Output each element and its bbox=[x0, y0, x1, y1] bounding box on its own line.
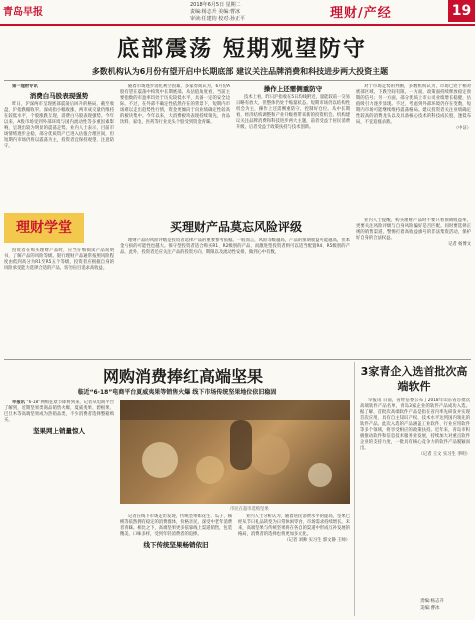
nuts-column-2 bbox=[120, 514, 232, 616]
column-mid-paragraph: 理财产品的风险评级是投资者选择产品的重要参考依据。一般而言，风险等级越高，产品的预期收益可能越高，但本金亏损的可能性也越大。保守型投资者适合购买R1、R2级别的产品，而激进型投资者则可以适当配置R4、R5级别的产品。此外，投资者还应关注产品的投资方向、期限以及流动性安排，做到心中有数。 bbox=[120, 238, 350, 255]
nuts-column-1 bbox=[4, 400, 114, 616]
proof-line: 审读:任建钧 校对:孙正平 bbox=[190, 16, 245, 22]
lead-column-1 bbox=[4, 84, 114, 208]
column-mid-text bbox=[120, 238, 350, 356]
nuts-photo bbox=[120, 400, 350, 504]
column-right-paragraph: 业内人士提醒，购买理财产品时不要只看预期收益率，更要关注风险评级与自身风险偏好是否匹配。同时要选择正规的销售渠道，警惕打着高收益旗号的非法集资活动，保护好自身的合法权益。 bbox=[356, 218, 471, 241]
column-headline: 买理财产品莫忘风险评级 bbox=[169, 220, 302, 234]
lead-col2-text: 随着市场逐步消化利空因素，多家券商认为，6月份A股有望在震荡中构筑中长期底部。从估值角度看，当前主要指数的市盈率均处于历史较低水平，具备一定的安全边际。不过，在外部不确定性依然存在的背景下，短期内市场难以走出趋势性行情，资金更倾向于向业绩确定性较高的板块集中。今年以来，大消费板块表现持续领先，食品饮料、家电、医药等行业龙头个股受到资金青睐。 bbox=[120, 84, 230, 125]
date-line: 2018年6月5日 星期二 bbox=[190, 2, 241, 8]
lead-col1-heading: 消费白马股表现强势 bbox=[29, 92, 89, 100]
lead-subheadline: 多数机构认为6月份有望开启中长期底部 建议关注品牌消费和科技进步两大投资主题 bbox=[91, 67, 389, 76]
lead-col1-text: 昨日，沪深两市呈现底部震荡后回升的格局，截至收盘，沪指跌幅收窄，深成指小幅收涨，两市成交量仍维持在较低水平，个股涨跌互现，消费白马股表现强势。今年以来，A股市场受到外部环境与国内流动性等多重因素影响，呈现出较为明显的震荡走势。业内人士表示，目前市场情绪逐步企稳，部分优质资产已进入估值合理区间，但短期内市场仍将以震荡为主，投资者宜保持观望、注意防守。 bbox=[4, 102, 114, 149]
sidebar-paragraph: 早报讯 日前，省经信委公布了2018年山东省首批次高端软件产品名单，青岛3家企业的软件产品成功入选。据了解，首批次高端软件产品是指在省内率先研发并实现首次应用、具有自主知识产权、技术水平达到国内领先的软件产品。此次入选的产品涵盖工业软件、行业应用软件等多个领域，将享受相应的政策扶持。近年来，青岛市积极推动软件和信息技术服务业发展，持续加大对重点软件企业的支持力度，一批具有核心竞争力的软件产品脱颖而出。 bbox=[360, 398, 470, 451]
nuts-col1-heading: 坚果网上销量惊人 bbox=[33, 427, 85, 435]
footer-designer: 美编:曹冰 bbox=[420, 606, 440, 611]
column-right-text bbox=[356, 218, 471, 356]
lead-rule bbox=[4, 80, 471, 81]
lead-col3-text: 技术上看，昨日沪指收在5日均线附近，量能较前一交易日略有放大，但整体仍处于缩量状态。短期市场仍以结构性机会为主，操作上还需侧重防守，控制好仓位。从中长期看，经济结构调整和产业升级将带来新的投资机会。机构建议关注品牌消费和科技进步两大主题，前者受益于居民消费升级，后者受益于政策扶持与技术创新。 bbox=[236, 95, 350, 130]
lead-headline: 底部震荡 短期观望防守 bbox=[117, 37, 367, 62]
lead-kicker: 第一理财专讯 bbox=[12, 84, 38, 89]
lead-column-2 bbox=[120, 84, 230, 208]
footer-credits bbox=[420, 598, 444, 612]
column-byline: 记者 杨博文 bbox=[448, 242, 471, 247]
nuts-headline: 网购消费捧红高端坚果 bbox=[102, 367, 263, 386]
sidebar-text bbox=[360, 398, 470, 584]
section-title: 理财/产经 bbox=[330, 6, 392, 21]
sidebar-headline: 3家青企入选首批次高端软件 bbox=[360, 365, 468, 393]
header-rule bbox=[0, 24, 475, 26]
nuts-column-3 bbox=[238, 514, 350, 616]
section-rule bbox=[4, 359, 471, 360]
nuts-col2-heading: 线下传统坚果畅销依旧 bbox=[143, 541, 209, 549]
lead-col4-text: 对于市场走势的判断，多数机构认为，市场已处于相对底部区域，下跌空间有限。一方面，政策面持续释放稳定预期的信号；另一方面，部分优质上市公司业绩增长稳健，估值吸引力逐步显现。不过，考虑到外部环境仍存在变数，短期内市场可能继续维持震荡格局。建议投资者关注业绩确定性较高的消费龙头以及具备核心技术的科技成长股，逢低布局，不宜追涨杀跌。 bbox=[356, 84, 471, 125]
page-number: 19 bbox=[448, 0, 475, 22]
newspaper-logo: 青岛早报 bbox=[3, 7, 43, 18]
nuts-col1-text: “6·18”网购狂欢节即将到来，记者从电商平台了解到，近期坚果类商品销售火爆，夏威夷果、碧根果、巴旦木等高端坚果成为热销品类，不少消费者选择整箱购买。 bbox=[4, 400, 114, 423]
sidebar-byline: （记者 王文 实习生 李明） bbox=[418, 452, 470, 457]
footer-editor: 责编:杨志升 bbox=[420, 599, 445, 604]
lead-column-4 bbox=[356, 84, 471, 208]
nuts-photo-illustration bbox=[120, 400, 350, 504]
lead-col3-heading: 操作上还需侧重防守 bbox=[263, 85, 323, 93]
column-left-text bbox=[4, 248, 114, 356]
editor-line: 责编:杨志升 美编:曹冰 bbox=[190, 9, 240, 15]
nuts-col3-text: 业内人士分析认为，随着居民消费水平的提高，坚果已经从节日礼品转变为日常休闲零食，市场需求持续增长。未来，高端坚果与传统坚果将在各自的渠道中形成互补发展的格局，消费者的选择也将更加多元化。 bbox=[238, 514, 350, 537]
header-meta bbox=[190, 2, 245, 23]
column-banner: 理财学堂 bbox=[4, 213, 84, 243]
nuts-subheadline: 临近“6·18”电商平台夏威夷果等销售火爆 线下市场传统坚果地位依旧稳固 bbox=[77, 389, 277, 396]
column-left-paragraph: 投资者在购买理财产品时，应当仔细阅读产品说明书，了解产品的风险等级。银行理财产品通常按照风险程度由低到高分为R1至R5五个等级，投资者应根据自身的风险承受能力选择合适的产品，切勿盲目追求高收益。 bbox=[4, 248, 114, 271]
nuts-col2-text: 记者在线下市场走访发现，传统坚果如花生、瓜子、核桃等依然拥有稳定的消费群体，价格亲民，深受中老年消费者青睐。相比之下，高端坚果更多依靠线上渠道销售，包装精美、口味多样，受到年轻消费者的追捧。 bbox=[120, 514, 232, 537]
lead-byline: （中证） bbox=[453, 126, 471, 131]
photo-caption: 市民在超市选购坚果 bbox=[230, 507, 269, 512]
nuts-byline: （记者 刘帅 实习生 郭文静 王帅） bbox=[284, 538, 350, 543]
lead-column-3 bbox=[236, 84, 350, 208]
nuts-kicker: 早报讯 bbox=[12, 400, 25, 405]
